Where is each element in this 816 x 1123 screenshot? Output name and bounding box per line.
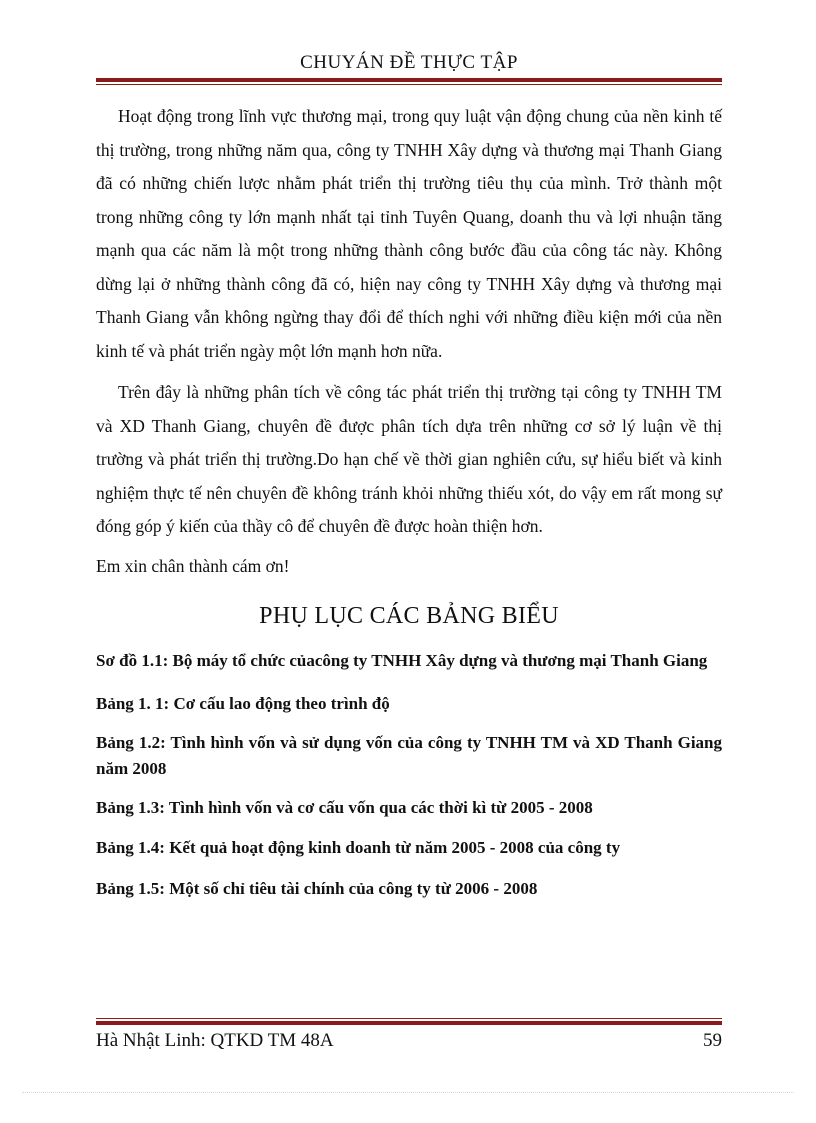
body-paragraph: Hoạt động trong lĩnh vực thương mại, trong quy luật vận động chung của nền kinh tế thị trường, trong những năm qua, công ty TNHH Xây dựng và thương mại Thanh Giang đã có những chiến lược nhằm phát triển thị trường tiêu thụ của mình. Trở thành một trong những công ty lớn mạnh nhất tại tỉnh Tuyên Quang, doanh thu và lợi nhuận tăng mạnh qua các năm là một trong những thành công bước đầu của công tác này. Không dừng lại ở những thành công đã có, hiện nay công ty TNHH Xây dựng và thương mại Thanh Giang vẫn không ngừng thay đổi để thích nghi với những điều kiện mới của nền kinh tế và phát triển ngày một lớn mạnh hơn nữa. (96, 106, 722, 361)
appendix-heading: PHỤ LỤC CÁC BẢNG BIỂU (259, 603, 559, 629)
page-bottom-edge (22, 1092, 794, 1093)
footer-author: Hà Nhật Linh: QTKD TM 48A (96, 1030, 334, 1051)
page-number: 59 (703, 1030, 722, 1051)
header-divider-thin (96, 84, 722, 85)
footer-divider-thick (96, 1021, 722, 1025)
appendix-list-item: Sơ đồ 1.1: Bộ máy tổ chức củacông ty TNHH Xây dựng và thương mại Thanh Giang (96, 651, 708, 670)
appendix-list-item: Bảng 1.2: Tình hình vốn và sử dụng vốn của công ty TNHH TM và XD Thanh Giang năm 2008 (96, 733, 722, 778)
closing-line: Em xin chân thành cám ơn! (96, 555, 290, 576)
header-divider-thick (96, 78, 722, 82)
footer-divider-thin (96, 1018, 722, 1019)
footer-divider (96, 1018, 722, 1025)
header-divider (96, 78, 722, 85)
body-paragraph: Trên đây là những phân tích về công tác phát triển thị trường tại công ty TNHH TM và XD Thanh Giang, chuyên đề được phân tích dựa trên những cơ sở lý luận về thị trường và phát triển thị trường.Do hạn chế về thời gian nghiên cứu, sự hiểu biết và kinh nghiệm thực tế nên chuyên đề không tránh khỏi những thiếu xót, do vậy em rất mong sự đóng góp ý kiến của thầy cô để chuyên đề được hoàn thiện hơn. (96, 382, 722, 536)
document-body (96, 100, 722, 902)
appendix-list-item: Bảng 1.4: Kết quả hoạt động kinh doanh từ năm 2005 - 2008 của công ty (96, 838, 621, 857)
appendix-list-item: Bảng 1.3: Tình hình vốn và cơ cấu vốn qua các thời kì từ 2005 - 2008 (96, 798, 593, 817)
appendix-list-item: Bảng 1.5: Một số chỉ tiêu tài chính của công ty từ 2006 - 2008 (96, 879, 538, 898)
appendix-list-item: Bảng 1. 1: Cơ cấu lao động theo trình độ (96, 694, 390, 713)
page-header-title: CHUYÁN ĐỀ THỰC TẬP (300, 52, 518, 73)
